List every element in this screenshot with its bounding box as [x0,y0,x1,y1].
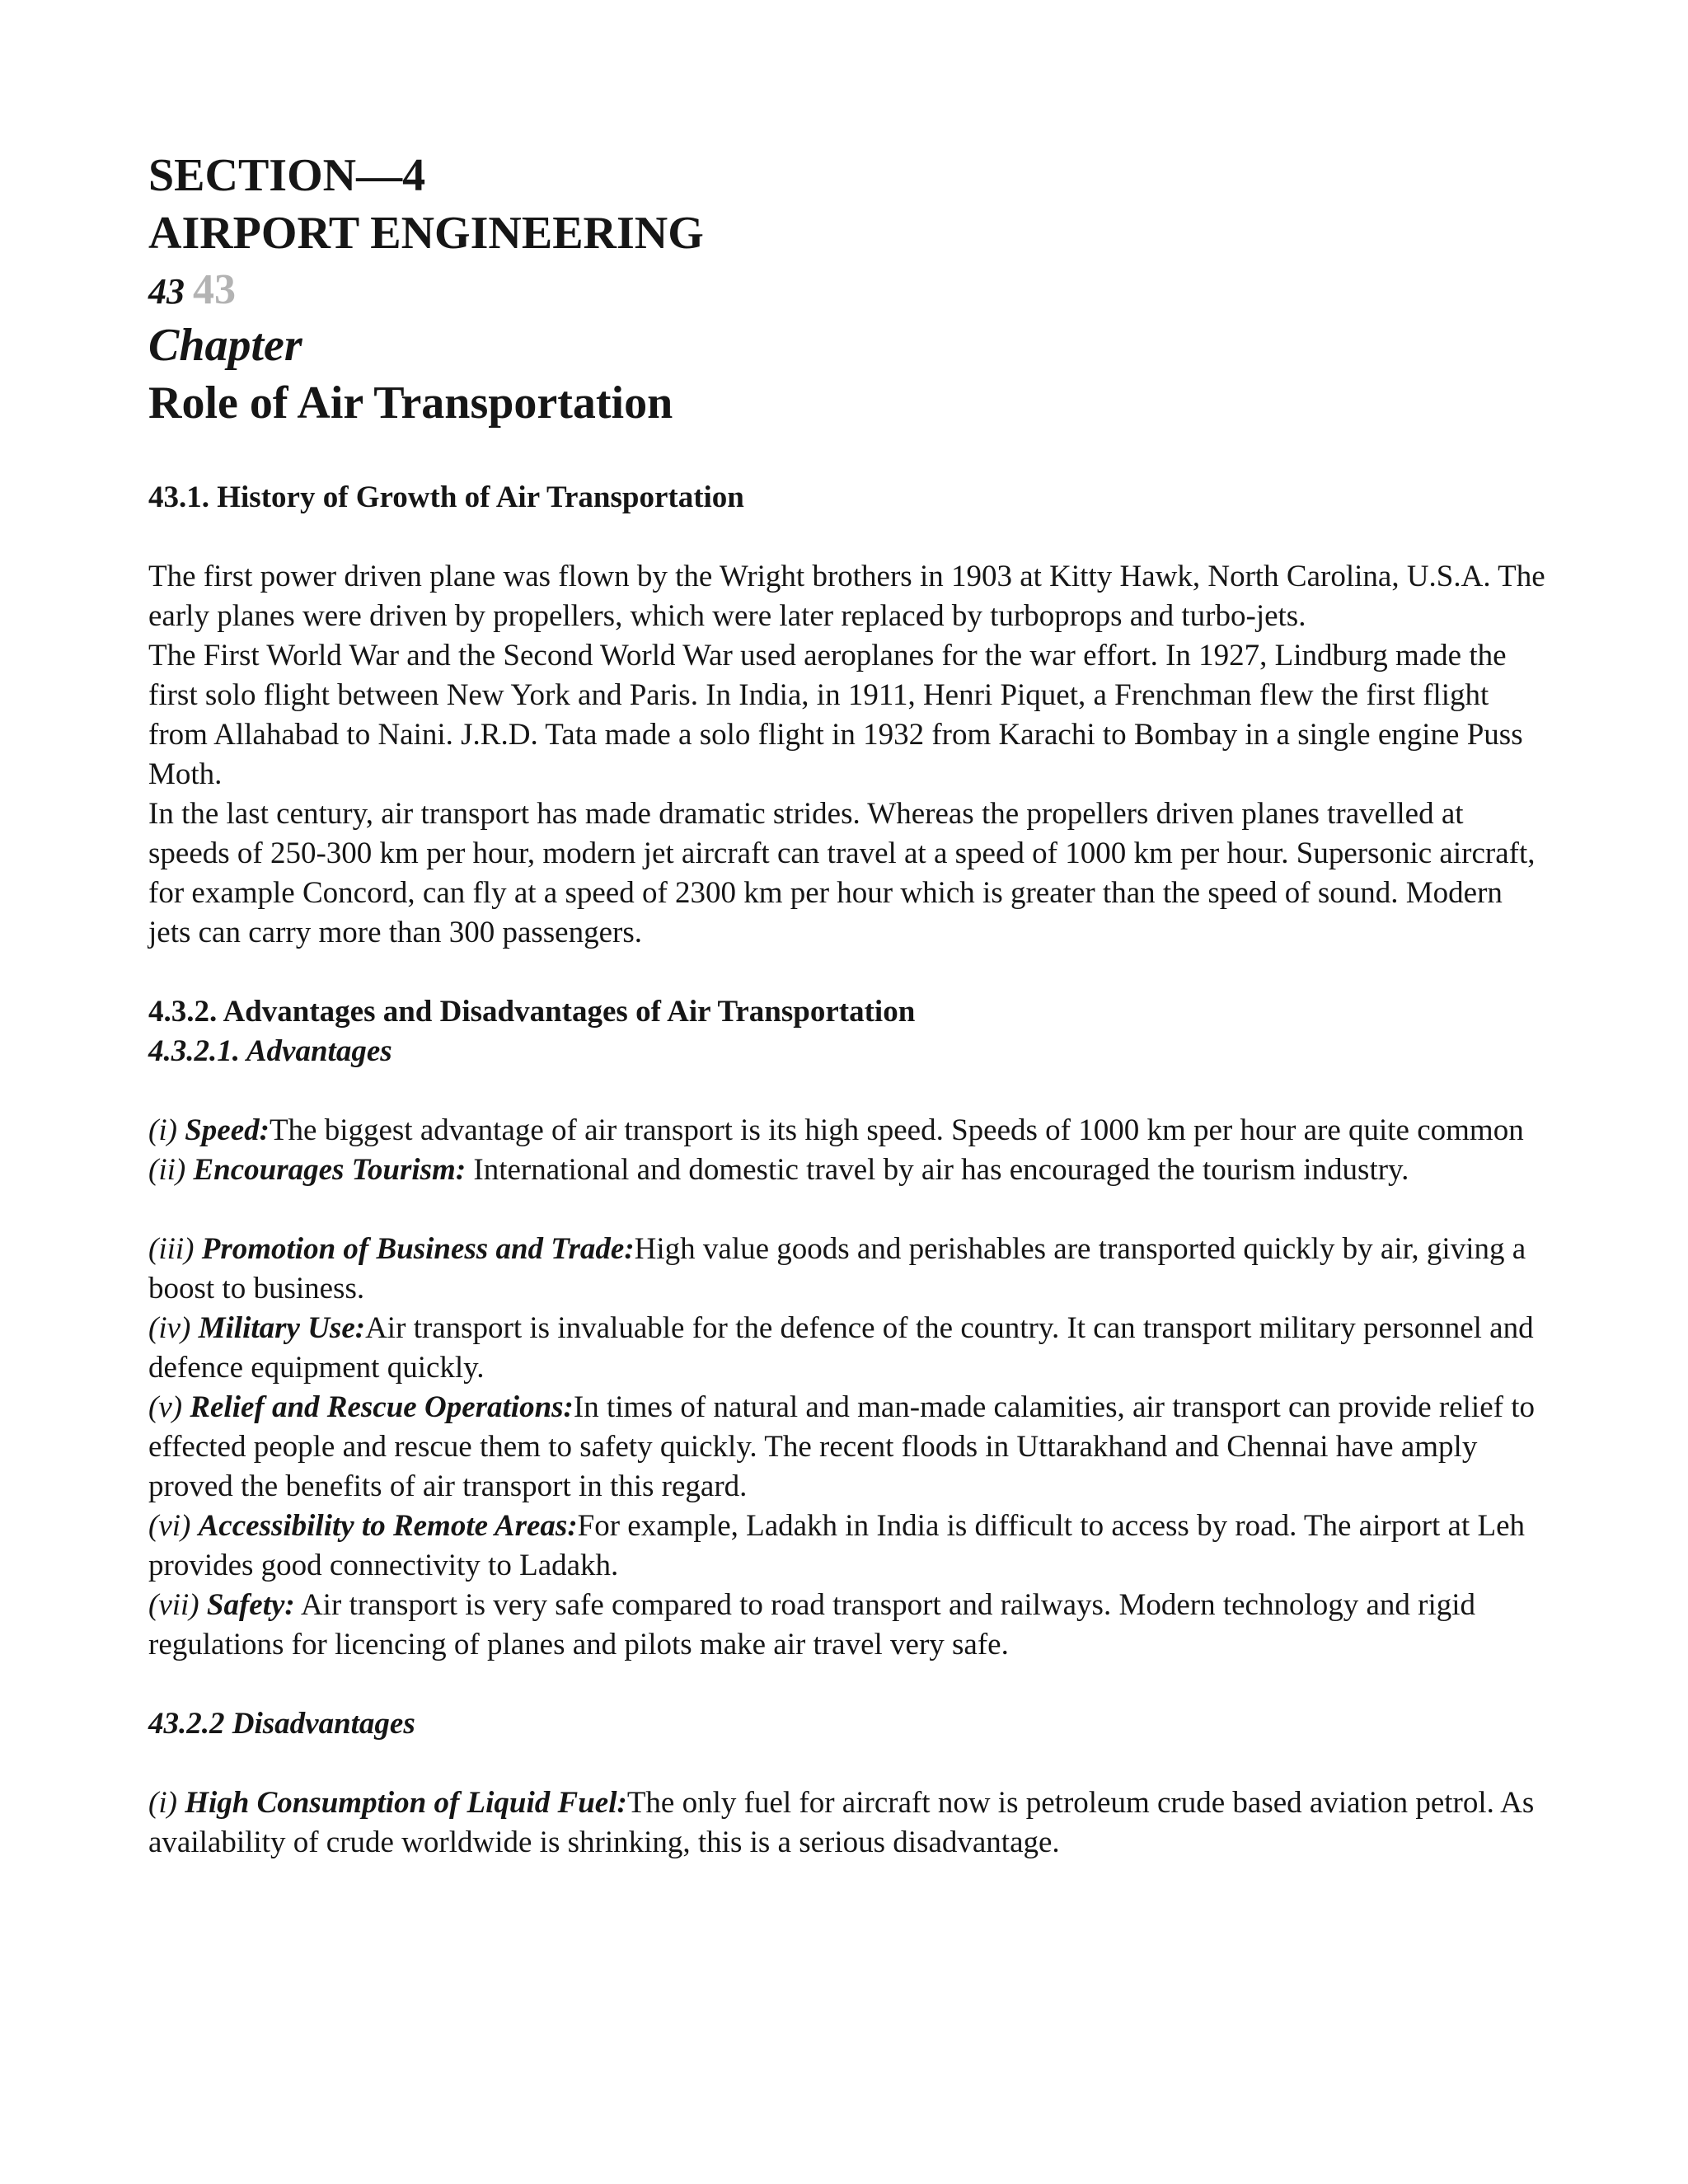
item-number: (ii) [148,1153,194,1187]
item-text: High value goods and perishables are transported quickly by air, giving a boost to business. [148,1232,1526,1305]
chapter-number-italic: 43 [148,271,185,312]
history-heading: 43.1. History of Growth of Air Transportation [148,480,744,514]
history-paragraph-1: The first power driven plane was flown by the Wright brothers in 1903 at Kitty Hawk, North Carolina, U.S.A. The early planes were driven by propellers, which were later replaced by turboprops and turbo-jets. [148,560,1545,633]
section-title: SECTION—4 [148,150,426,201]
item-number: (i) [148,1113,185,1147]
document-page [148,147,1550,1863]
item-label: Encourages Tourism: [193,1153,467,1187]
item-label: Safety: [206,1588,295,1622]
chapter-number [148,265,1550,316]
chapter-title: Role of Air Transportation [148,377,673,429]
advantage-item-safety [148,1586,1550,1665]
item-text: In times of natural and man-made calamities, air transport can provide relief to effected people and rescue them to safety quickly. The recent floods in Uttarakhand and Chennai have amply proved the benefits of air transport in this regard. [148,1390,1535,1503]
advantage-item-relief [148,1388,1550,1507]
item-text: The biggest advantage of air transport is its high speed. Speeds of 1000 km per hour are quite common [269,1113,1524,1147]
item-number: (vii) [148,1588,207,1622]
part-title: AIRPORT ENGINEERING [148,208,704,259]
item-label: Relief and Rescue Operations: [190,1390,574,1424]
item-text: For example, Ladakh in India is difficult to access by road. The airport at Leh provides good connectivity to Ladakh. [148,1509,1526,1582]
history-paragraph-3: In the last century, air transport has made dramatic strides. Whereas the propellers driven planes travelled at speeds of 250-300 km per hour, modern jet aircraft can travel at a speed of 1000 km per hour. Supersonic aircraft, for example Concord, can fly at a speed of 2300 km per hour which is greater than the speed of sound. Modern jets can carry more than 300 passengers. [148,797,1536,949]
advantage-item-accessibility [148,1507,1550,1586]
chapter-number-grey: 43 [193,266,236,313]
chapter-label: Chapter [148,320,302,371]
item-number: (i) [148,1786,185,1820]
item-number: (iii) [148,1232,202,1266]
item-label: Speed: [185,1113,270,1147]
item-text: Air transport is invaluable for the defence of the country. It can transport military personnel and defence equipment quickly. [148,1311,1534,1385]
disadvantages-heading: 43.2.2 Disadvantages [148,1707,415,1741]
item-label: Military Use: [198,1311,366,1345]
item-text: The only fuel for aircraft now is petroleum crude based aviation petrol. As availability of crude worldwide is shrinking, this is a serious disadvantage. [148,1786,1535,1859]
history-paragraph-2: The First World War and the Second World War used aeroplanes for the war effort. In 1927, Lindburg made the first solo flight between New York and Paris. In India, in 1911, Henri Piquet, a Frenchman flew the first flight from Allahabad to Naini. J.R.D. Tata made a solo flight in 1932 from Karachi to Bombay in a single engine Puss Moth. [148,639,1523,791]
item-label: Promotion of Business and Trade: [201,1232,635,1266]
advantages-subheading: 4.3.2.1. Advantages [148,1034,392,1068]
advantages-disadvantages-heading: 4.3.2. Advantages and Disadvantages of Air Transportation [148,995,916,1029]
item-label: High Consumption of Liquid Fuel: [185,1786,627,1820]
advantage-item-tourism [148,1151,1550,1190]
advantage-item-military [148,1309,1550,1388]
item-number: (iv) [148,1311,199,1345]
disadvantage-item-fuel [148,1783,1550,1863]
advantage-item-speed [148,1111,1550,1151]
item-text: Air transport is very safe compared to road transport and railways. Modern technology and rigid regulations for licencing of planes and pilots make air travel very safe. [148,1588,1476,1661]
item-number: (vi) [148,1509,199,1543]
advantage-item-business [148,1230,1550,1309]
item-text: International and domestic travel by air has encouraged the tourism industry. [466,1153,1409,1187]
item-number: (v) [148,1390,190,1424]
item-label: Accessibility to Remote Areas: [198,1509,578,1543]
